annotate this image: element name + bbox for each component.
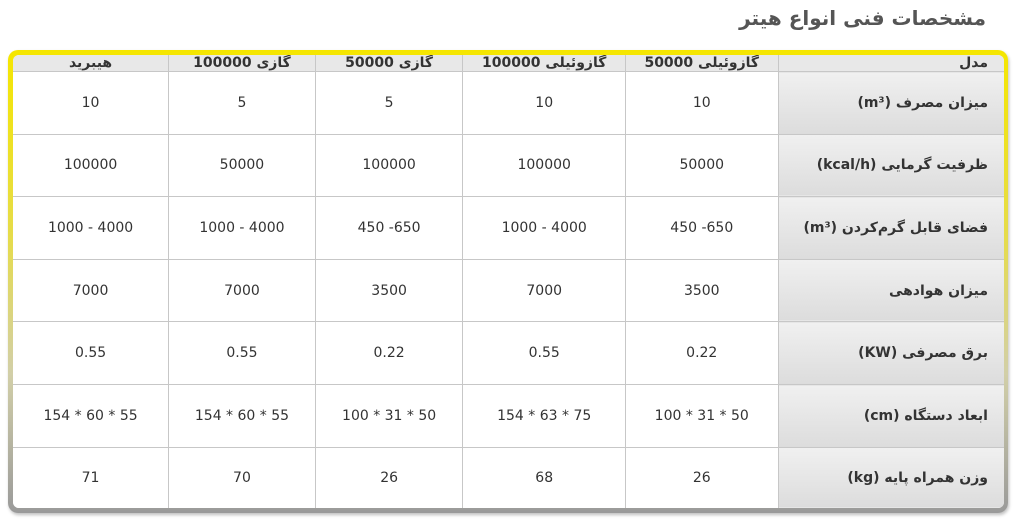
row-label: فضای قابل گرم‌کردن (m³) <box>778 197 1004 260</box>
table-row <box>13 447 1004 508</box>
table-cell: 154 * 60 * 55 <box>13 385 169 448</box>
table-cell: 450 -650 <box>315 197 463 260</box>
table-row <box>13 134 1004 197</box>
column-header: گازوئیلی 100000 <box>463 55 626 72</box>
table-cell: 100 * 31 * 50 <box>625 385 778 448</box>
table-cell: 10 <box>463 72 626 135</box>
table-row <box>13 72 1004 135</box>
table-cell: 5 <box>315 72 463 135</box>
table-corner-label: مدل <box>778 55 1004 72</box>
table-cell: 7000 <box>13 259 169 322</box>
table-cell: 0.55 <box>169 322 316 385</box>
table-cell: 26 <box>315 447 463 508</box>
table-cell: 0.55 <box>463 322 626 385</box>
table-cell: 0.22 <box>315 322 463 385</box>
table-cell: 1000 - 4000 <box>13 197 169 260</box>
table-cell: 50000 <box>625 134 778 197</box>
page-title: مشخصات فنی انواع هیتر <box>739 6 986 30</box>
table-cell: 3500 <box>315 259 463 322</box>
row-label: میزان هوادهی <box>778 259 1004 322</box>
row-label: برق مصرفی (KW) <box>778 322 1004 385</box>
table-row <box>13 197 1004 260</box>
column-header: هیبرید <box>13 55 169 72</box>
table-row <box>13 259 1004 322</box>
row-label: میزان مصرف (m³) <box>778 72 1004 135</box>
table-cell: 3500 <box>625 259 778 322</box>
table-cell: 0.55 <box>13 322 169 385</box>
row-label: وزن همراه پایه (kg) <box>778 447 1004 508</box>
spec-table-container <box>13 55 1004 508</box>
spec-table-frame <box>8 50 1008 513</box>
table-cell: 100000 <box>315 134 463 197</box>
table-cell: 26 <box>625 447 778 508</box>
spec-table <box>13 55 1004 508</box>
table-row <box>13 385 1004 448</box>
table-cell: 5 <box>169 72 316 135</box>
table-header-row <box>13 55 1004 72</box>
table-cell: 1000 - 4000 <box>169 197 316 260</box>
table-cell: 100 * 31 * 50 <box>315 385 463 448</box>
table-cell: 0.22 <box>625 322 778 385</box>
column-header: گازی 50000 <box>315 55 463 72</box>
table-cell: 10 <box>13 72 169 135</box>
table-cell: 50000 <box>169 134 316 197</box>
table-cell: 70 <box>169 447 316 508</box>
table-cell: 7000 <box>463 259 626 322</box>
table-cell: 154 * 60 * 55 <box>169 385 316 448</box>
column-header: گازی 100000 <box>169 55 316 72</box>
table-row <box>13 322 1004 385</box>
table-cell: 100000 <box>13 134 169 197</box>
column-header: گازوئیلی 50000 <box>625 55 778 72</box>
table-cell: 7000 <box>169 259 316 322</box>
table-cell: 154 * 63 * 75 <box>463 385 626 448</box>
table-cell: 450 -650 <box>625 197 778 260</box>
table-cell: 68 <box>463 447 626 508</box>
row-label: ظرفیت گرمایی (kcal/h) <box>778 134 1004 197</box>
table-cell: 100000 <box>463 134 626 197</box>
row-label: ابعاد دستگاه (cm) <box>778 385 1004 448</box>
table-cell: 71 <box>13 447 169 508</box>
table-cell: 1000 - 4000 <box>463 197 626 260</box>
table-cell: 10 <box>625 72 778 135</box>
